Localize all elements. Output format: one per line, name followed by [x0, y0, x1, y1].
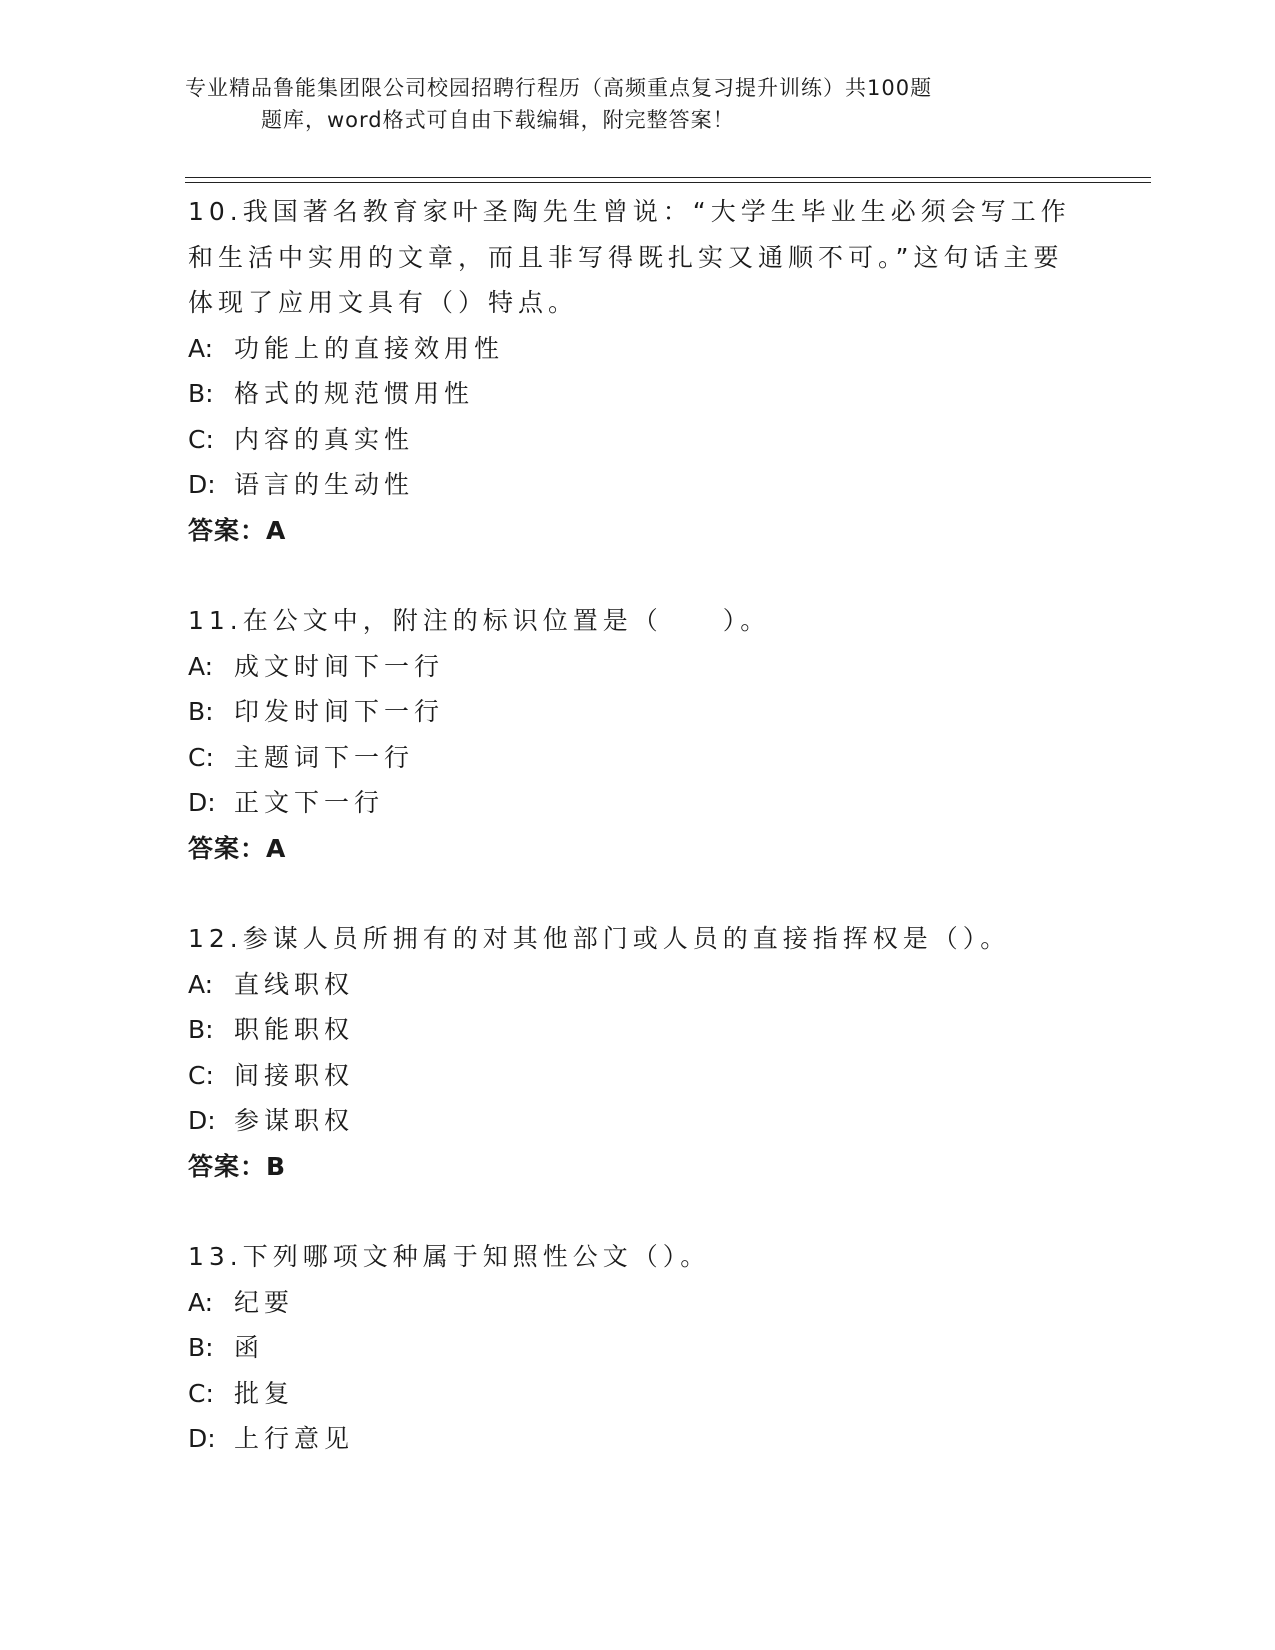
question-text: 10.我国著名教育家叶圣陶先生曾说：“大学生毕业生必须会写工作和生活中实用的文章，而且非写得既扎实又通顺不可。”这句话主要体现了应用文具有（）特点。 [188, 197, 1071, 317]
option-key: C: [188, 424, 214, 454]
option-text: 纪要 [234, 1287, 295, 1317]
option-key: C: [188, 742, 214, 772]
question-list [188, 189, 1088, 1462]
option-a [188, 644, 1088, 690]
question-text: 13.下列哪项文种属于知照性公文（）。 [188, 1242, 711, 1271]
header-divider-bottom [185, 182, 1151, 183]
option-text: 印发时间下一行 [234, 697, 445, 726]
option-text: 间接职权 [234, 1060, 355, 1090]
option-a [188, 1280, 1088, 1326]
header-line-2: 题库，word格式可自由下载编辑，附完整答案！ [261, 108, 735, 132]
option-key: B: [188, 1015, 214, 1044]
option-text: 正文下一行 [234, 788, 385, 817]
option-text: 主题词下一行 [234, 742, 415, 772]
header-divider-top [185, 177, 1151, 178]
option-key: A: [188, 333, 214, 363]
option-text: 批复 [234, 1378, 295, 1408]
option-text: 职能职权 [234, 1015, 355, 1044]
option-c [188, 1053, 1088, 1099]
option-d [188, 462, 1088, 508]
option-text: 直线职权 [234, 969, 355, 999]
option-a [188, 326, 1088, 372]
question-text: 11.在公文中，附注的标识位置是（ ）。 [188, 606, 771, 635]
question-10 [188, 189, 1088, 553]
option-key: D: [188, 1424, 216, 1453]
question-11 [188, 598, 1088, 871]
option-text: 格式的规范惯用性 [234, 379, 475, 408]
option-key: D: [188, 470, 216, 499]
option-key: A: [188, 651, 214, 681]
option-key: B: [188, 1333, 214, 1362]
option-key: B: [188, 379, 214, 408]
option-b [188, 689, 1088, 735]
question-12 [188, 916, 1088, 1189]
option-key: B: [188, 697, 214, 726]
option-text: 内容的真实性 [234, 424, 415, 454]
option-text: 功能上的直接效用性 [234, 333, 505, 363]
document-header [185, 72, 1085, 136]
option-key: D: [188, 788, 216, 817]
option-c [188, 417, 1088, 463]
answer-line: 答案：A [188, 515, 287, 545]
option-d [188, 780, 1088, 826]
option-key: C: [188, 1060, 214, 1090]
question-13 [188, 1234, 1088, 1462]
option-text: 成文时间下一行 [234, 651, 445, 681]
option-text: 上行意见 [234, 1424, 355, 1453]
answer-line: 答案：B [188, 1151, 287, 1181]
option-b [188, 1325, 1088, 1371]
option-key: C: [188, 1378, 214, 1408]
option-text: 函 [234, 1333, 265, 1362]
option-b [188, 1007, 1088, 1053]
option-c [188, 1371, 1088, 1417]
answer-line: 答案：A [188, 833, 287, 863]
option-text: 参谋职权 [234, 1106, 355, 1135]
question-text: 12.参谋人员所拥有的对其他部门或人员的直接指挥权是（）。 [188, 924, 1011, 953]
header-line-1: 专业精品鲁能集团限公司校园招聘行程历（高频重点复习提升训练）共100题 [185, 76, 933, 100]
option-d [188, 1098, 1088, 1144]
option-d [188, 1416, 1088, 1462]
option-text: 语言的生动性 [234, 470, 415, 499]
option-key: D: [188, 1106, 216, 1135]
option-b [188, 371, 1088, 417]
option-a [188, 962, 1088, 1008]
option-key: A: [188, 1287, 214, 1317]
option-c [188, 735, 1088, 781]
option-key: A: [188, 969, 214, 999]
